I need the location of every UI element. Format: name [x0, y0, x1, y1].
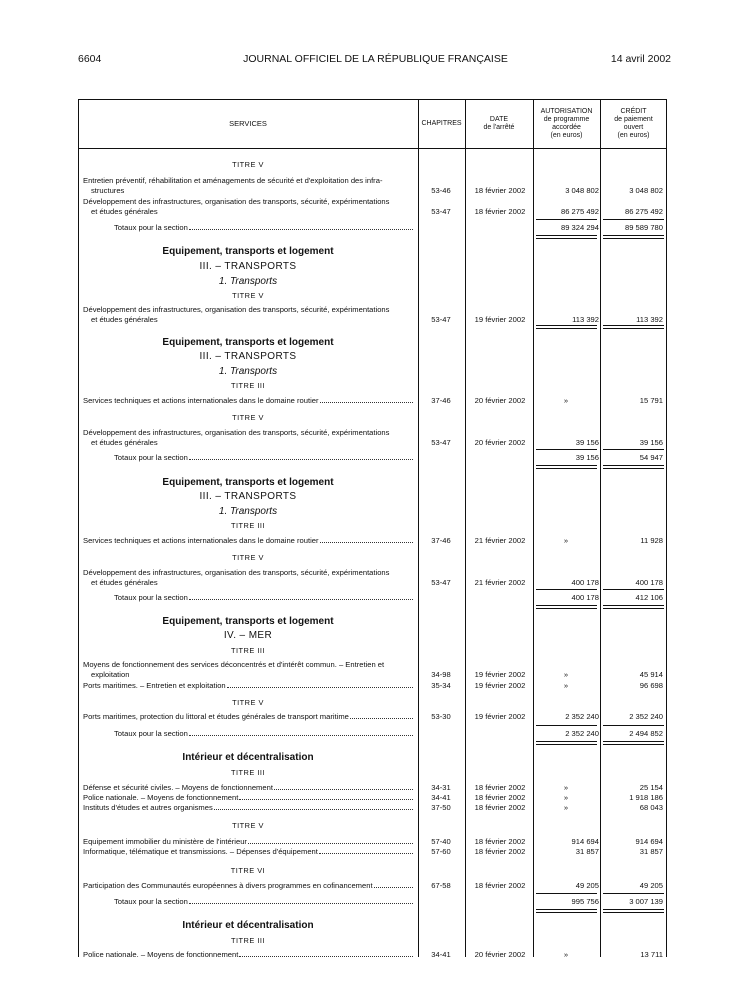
column-header-chapitres: CHAPITRES — [421, 120, 462, 127]
service-label: Police nationale. – Moyens de fonctionnement — [83, 793, 414, 803]
header-line: (en euros) — [617, 132, 650, 139]
totals-label: Totaux pour la section — [114, 729, 414, 739]
credit-value: 49 205 — [639, 881, 663, 890]
titre-heading: TITRE III — [230, 381, 266, 390]
titre-heading: TITRE VI — [230, 866, 266, 875]
subtotal-rule — [603, 725, 664, 726]
chapitre: 57-60 — [431, 847, 451, 856]
arrete-date: 18 février 2002 — [474, 783, 526, 792]
header-line: de paiement — [614, 116, 653, 123]
subtotal-rule — [603, 589, 664, 590]
total-double-rule — [536, 605, 597, 609]
column-header-date — [465, 116, 533, 132]
credit-value: 13 711 — [640, 950, 663, 959]
totals-label: Totaux pour la section — [114, 593, 414, 603]
autorisation-total: 89 324 294 — [560, 223, 599, 232]
section-heading: III. – TRANSPORTS — [199, 491, 297, 502]
arrete-date: 20 février 2002 — [474, 438, 526, 447]
header-line: ouvert — [623, 124, 644, 131]
chapitre: 53-47 — [431, 315, 451, 324]
arrete-date: 19 février 2002 — [474, 315, 526, 324]
arrete-date: 21 février 2002 — [474, 578, 526, 587]
credit-value: 15 791 — [639, 396, 663, 405]
arrete-date: 19 février 2002 — [474, 670, 526, 679]
autorisation-value: » — [563, 803, 569, 812]
service-label: Services techniques et actions internationales dans le domaine routier — [83, 536, 414, 546]
arrete-date: 18 février 2002 — [474, 803, 526, 812]
ministry-heading: Intérieur et décentralisation — [182, 752, 314, 763]
service-label: Ports maritimes. – Entretien et exploitation — [83, 681, 414, 691]
section-heading: III. – TRANSPORTS — [199, 261, 297, 272]
autorisation-value: 914 694 — [571, 837, 599, 846]
header-line: CRÉDIT — [620, 108, 647, 115]
program-heading: 1. Transports — [218, 506, 278, 517]
issue-date: 14 avril 2002 — [610, 53, 671, 65]
credit-total: 3 007 139 — [629, 897, 663, 906]
arrete-date: 18 février 2002 — [474, 186, 526, 195]
autorisation-value: 49 205 — [575, 881, 599, 890]
chapitre: 34-41 — [431, 950, 451, 959]
titre-heading: TITRE V — [232, 698, 264, 707]
total-double-rule — [536, 465, 597, 469]
ministry-heading: Equipement, transports et logement — [162, 616, 334, 627]
column-header-services: SERVICES — [229, 119, 267, 128]
total-double-rule — [603, 909, 664, 913]
header-line: (en euros) — [550, 132, 583, 139]
service-label: Instituts d'études et autres organismes — [83, 803, 414, 813]
credit-total: 2 494 852 — [629, 729, 663, 738]
credit-value: 914 694 — [635, 837, 663, 846]
totals-label: Totaux pour la section — [114, 223, 414, 233]
service-label: Moyens de fonctionnement des services déconcentrés et d'intérêt commun. – Entretien et exploitation — [83, 660, 385, 679]
credit-value: 96 698 — [639, 681, 663, 690]
titre-heading: TITRE III — [230, 646, 266, 655]
titre-heading: TITRE III — [230, 936, 266, 945]
service-label: Développement des infrastructures, organisation des transports, sécurité, expérimentations et études générales — [83, 197, 390, 216]
arrete-date: 18 février 2002 — [474, 847, 526, 856]
credit-value: 86 275 492 — [624, 207, 663, 216]
subtotal-rule — [536, 449, 597, 450]
service-label: Police nationale. – Moyens de fonctionnement — [83, 950, 414, 960]
service-label: Développement des infrastructures, organisation des transports, sécurité, expérimentations et études générales — [83, 568, 390, 587]
arrete-date: 18 février 2002 — [474, 207, 526, 216]
titre-heading: TITRE III — [230, 768, 266, 777]
autorisation-total: 2 352 240 — [565, 729, 599, 738]
service-label: Défense et sécurité civiles. – Moyens de fonctionnement — [83, 783, 414, 793]
autorisation-value: 3 048 802 — [565, 186, 599, 195]
credit-value: 39 156 — [639, 438, 663, 447]
autorisation-total: 995 756 — [571, 897, 599, 906]
chapitre: 53-30 — [431, 712, 451, 721]
autorisation-total: 39 156 — [575, 453, 599, 462]
credit-value: 11 928 — [640, 536, 663, 545]
credit-value: 113 392 — [636, 315, 663, 324]
autorisation-value: 2 352 240 — [565, 712, 599, 721]
service-label: Ports maritimes, protection du littoral et études générales de transport maritime — [83, 712, 414, 722]
chapitre: 34-41 — [431, 793, 451, 802]
ministry-heading: Equipement, transports et logement — [162, 477, 334, 488]
autorisation-value: 113 392 — [572, 315, 599, 324]
titre-heading: TITRE V — [232, 821, 264, 830]
total-double-rule — [603, 605, 664, 609]
total-double-rule — [536, 235, 597, 239]
subtotal-rule — [603, 893, 664, 894]
autorisation-value: » — [563, 793, 569, 802]
service-label: Développement des infrastructures, organisation des transports, sécurité, expérimentations et études générales — [83, 305, 390, 324]
column-divider — [465, 99, 466, 957]
chapitre: 53-47 — [431, 578, 451, 587]
chapitre: 53-47 — [431, 438, 451, 447]
ministry-heading: Equipement, transports et logement — [162, 337, 334, 348]
service-label: Services techniques et actions internationales dans le domaine routier — [83, 396, 414, 406]
header-line: DATE — [489, 116, 509, 123]
page-number: 6604 — [78, 53, 102, 65]
credit-total: 54 947 — [639, 453, 663, 462]
totals-label: Totaux pour la section — [114, 453, 414, 463]
subtotal-rule — [536, 725, 597, 726]
chapitre: 67-58 — [431, 881, 451, 890]
arrete-date: 18 février 2002 — [474, 881, 526, 890]
titre-heading: TITRE V — [232, 553, 264, 562]
ministry-heading: Equipement, transports et logement — [162, 246, 334, 257]
total-double-rule — [603, 465, 664, 469]
service-label: Participation des Communautés européennes à divers programmes en cofinancement — [83, 881, 414, 891]
service-label: Développement des infrastructures, organisation des transports, sécurité, expérimentations et études générales — [83, 428, 390, 447]
credit-value: 1 918 186 — [629, 793, 663, 802]
service-label: Informatique, télématique et transmissions. – Dépenses d'équipement — [83, 847, 414, 857]
header-line: AUTORISATION — [540, 108, 593, 115]
column-header-autorisation — [533, 108, 600, 140]
header-line: accordée — [552, 124, 581, 131]
credit-value: 68 043 — [639, 803, 663, 812]
titre-heading: TITRE III — [230, 521, 266, 530]
program-heading: 1. Transports — [218, 276, 278, 287]
chapitre: 37-46 — [431, 396, 451, 405]
total-double-rule — [536, 325, 597, 329]
credit-total: 89 589 780 — [624, 223, 663, 232]
titre-heading: TITRE V — [232, 291, 264, 300]
subtotal-rule — [603, 219, 664, 220]
chapitre: 53-46 — [431, 186, 451, 195]
header-separator — [78, 148, 667, 149]
autorisation-total: 400 178 — [571, 593, 599, 602]
arrete-date: 18 février 2002 — [474, 837, 526, 846]
total-double-rule — [536, 741, 597, 745]
service-label: Equipement immobilier du ministère de l'intérieur — [83, 837, 414, 847]
subtotal-rule — [536, 589, 597, 590]
autorisation-value: 39 156 — [575, 438, 599, 447]
chapitre: 37-46 — [431, 536, 451, 545]
total-double-rule — [536, 909, 597, 913]
total-double-rule — [603, 325, 664, 329]
service-label: Entretien préventif, réhabilitation et aménagements de sécurité et d'exploitation des infra- structures — [83, 176, 383, 195]
arrete-date: 19 février 2002 — [474, 681, 526, 690]
credit-value: 400 178 — [635, 578, 663, 587]
chapitre: 35-34 — [431, 681, 451, 690]
chapitre: 34-31 — [431, 783, 451, 792]
chapitre: 57-40 — [431, 837, 451, 846]
credit-value: 3 048 802 — [629, 186, 663, 195]
header-line: de programme — [543, 116, 590, 123]
credit-total: 412 106 — [635, 593, 663, 602]
autorisation-value: » — [563, 396, 569, 405]
section-heading: III. – TRANSPORTS — [199, 351, 297, 362]
arrete-date: 21 février 2002 — [474, 536, 526, 545]
chapitre: 53-47 — [431, 207, 451, 216]
subtotal-rule — [536, 219, 597, 220]
total-double-rule — [603, 235, 664, 239]
credit-value: 2 352 240 — [629, 712, 663, 721]
autorisation-value: » — [563, 681, 569, 690]
autorisation-value: » — [563, 783, 569, 792]
autorisation-value: 86 275 492 — [560, 207, 599, 216]
chapitre: 37-50 — [431, 803, 451, 812]
autorisation-value: » — [563, 536, 569, 545]
ministry-heading: Intérieur et décentralisation — [182, 920, 314, 931]
arrete-date: 19 février 2002 — [474, 712, 526, 721]
credit-value: 25 154 — [639, 783, 663, 792]
journal-title: JOURNAL OFFICIEL DE LA RÉPUBLIQUE FRANÇAISE — [243, 53, 508, 65]
titre-heading: TITRE V — [232, 160, 264, 169]
arrete-date: 20 février 2002 — [474, 950, 526, 959]
program-heading: 1. Transports — [218, 366, 278, 377]
titre-heading: TITRE V — [232, 413, 264, 422]
total-double-rule — [603, 741, 664, 745]
arrete-date: 18 février 2002 — [474, 793, 526, 802]
autorisation-value: 31 857 — [575, 847, 599, 856]
arrete-date: 20 février 2002 — [474, 396, 526, 405]
credit-value: 31 857 — [639, 847, 663, 856]
totals-label: Totaux pour la section — [114, 897, 414, 907]
autorisation-value: 400 178 — [571, 578, 599, 587]
subtotal-rule — [603, 449, 664, 450]
column-header-credit — [600, 108, 667, 140]
chapitre: 34-98 — [431, 670, 451, 679]
autorisation-value: » — [563, 950, 569, 959]
subtotal-rule — [536, 893, 597, 894]
credit-value: 45 914 — [639, 670, 663, 679]
section-heading: IV. – MER — [223, 630, 273, 641]
header-line: de l'arrêté — [483, 124, 515, 131]
column-divider — [418, 99, 419, 957]
autorisation-value: » — [563, 670, 569, 679]
